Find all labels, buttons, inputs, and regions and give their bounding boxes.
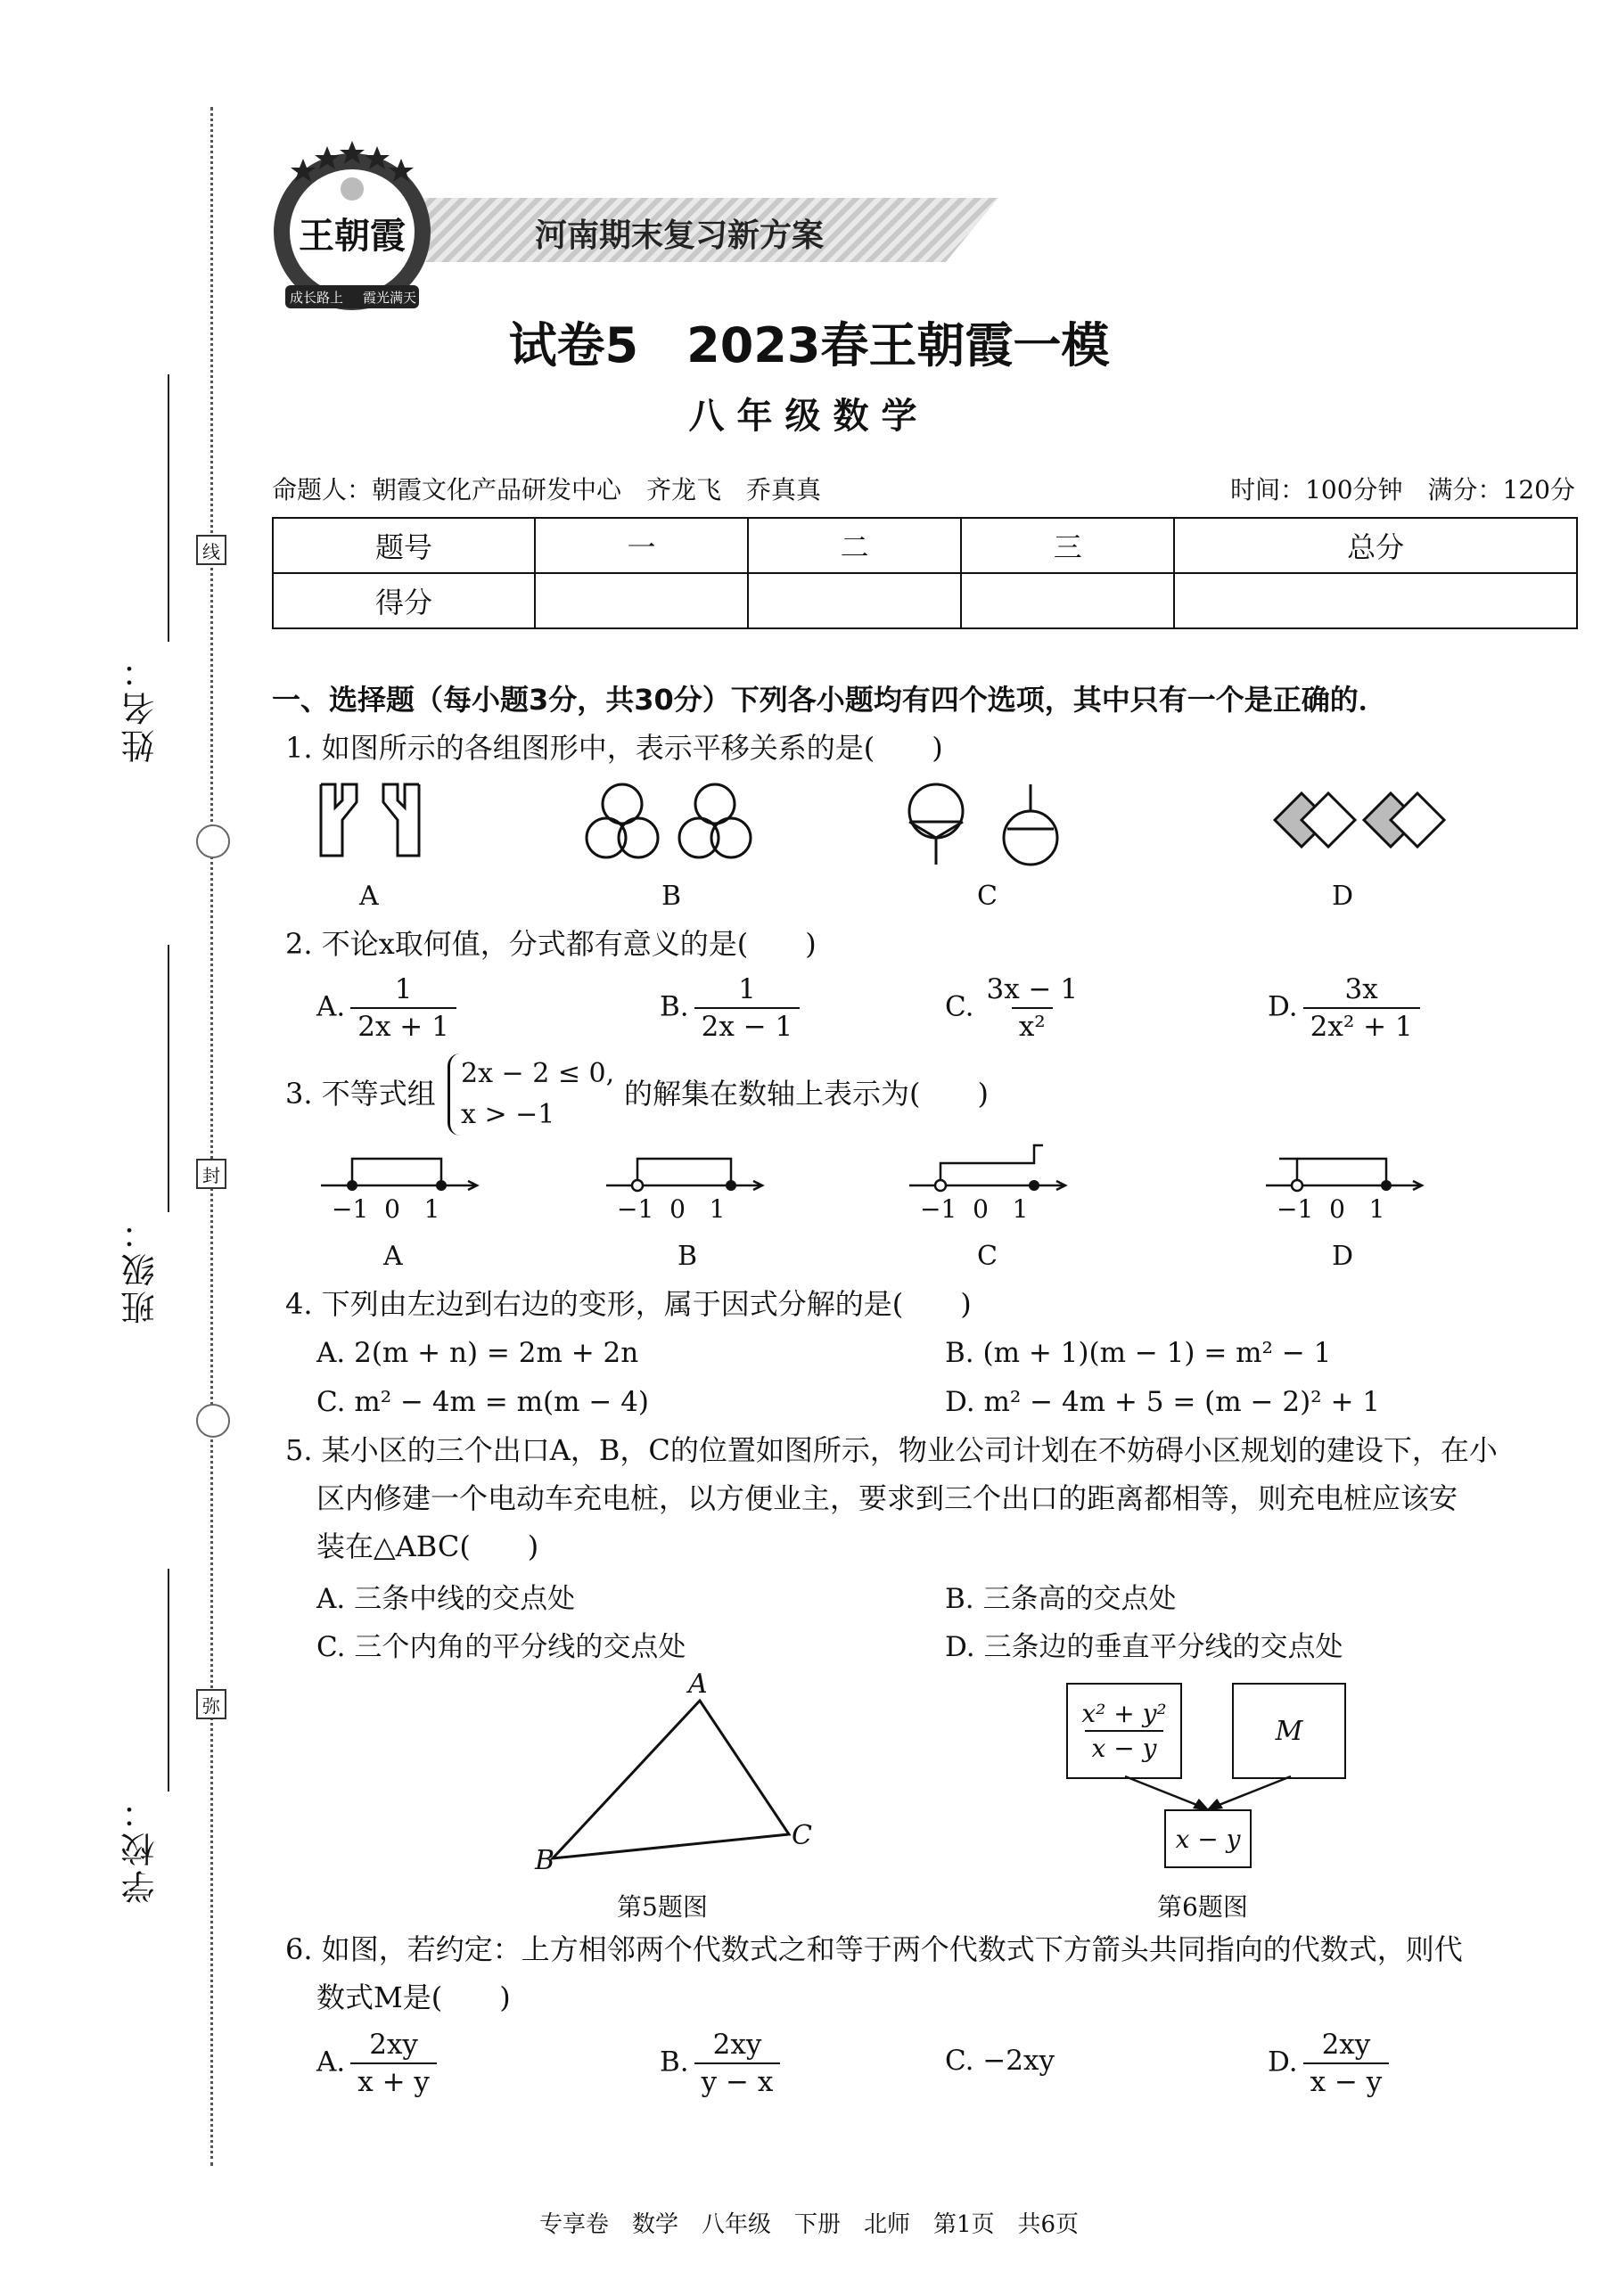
- brand-logo: [267, 134, 437, 321]
- q1-label-a: A: [359, 881, 379, 912]
- q3-label-d: D: [1332, 1241, 1354, 1272]
- q4-option-c[interactable]: C. m² − 4m = m(m − 4): [316, 1386, 650, 1418]
- question-2: 2. 不论x取何值，分式都有意义的是( ): [285, 927, 817, 961]
- q5-option-c[interactable]: C. 三个内角的平分线的交点处: [316, 1631, 686, 1663]
- class-label: 班级：: [121, 1212, 160, 1324]
- q2-option-b[interactable]: B. $\frac{1}{2x - 1}$: [660, 973, 805, 1043]
- q3-label-a: A: [383, 1241, 403, 1272]
- question-6-line-1: 6. 如图，若约定：上方相邻两个代数式之和等于两个代数式下方箭头共同指向的代数式，则代: [285, 1932, 1463, 1966]
- logo-slogan-2: 霞光满天: [362, 290, 417, 306]
- table-cell: 得分: [273, 573, 535, 628]
- q2-option-c[interactable]: C. $\frac{3x - 1}{\text{x²}}$: [945, 973, 1079, 1043]
- table-cell: 一: [535, 518, 748, 573]
- question-1: 1. 如图所示的各组图形中，表示平移关系的是( ): [285, 731, 943, 765]
- q6-option-b[interactable]: B. $\frac{2xy}{y - x}$: [660, 2029, 785, 2098]
- q4-option-d[interactable]: D. m² − 4m + 5 = (m − 2)² + 1: [945, 1386, 1380, 1418]
- q6-option-c[interactable]: C. −2xy: [945, 2045, 1055, 2077]
- q6-caption: 第6题图: [1157, 1892, 1248, 1922]
- name-label: 姓名：: [121, 651, 160, 763]
- q3-label-c: C: [977, 1241, 998, 1272]
- vertex-b: B: [535, 1845, 555, 1876]
- q5-option-d[interactable]: D. 三条边的垂直平分线的交点处: [945, 1631, 1343, 1663]
- q3-ticks-c: −1 0 1: [920, 1194, 1029, 1224]
- q3-ticks-a: −1 0 1: [332, 1194, 440, 1224]
- question-3-prefix: 3. 不等式组: [285, 1077, 436, 1111]
- score-table: [272, 517, 1578, 629]
- q5-caption: 第5题图: [617, 1892, 708, 1922]
- time-score: 时间：100分钟 满分：120分: [1230, 475, 1575, 504]
- q3-system: 2x − 2 ≤ 0, x > −1: [448, 1054, 614, 1136]
- q3-ticks-b: −1 0 1: [617, 1194, 726, 1224]
- table-cell: 三: [961, 518, 1174, 573]
- mark-close: 弥: [196, 1689, 226, 1719]
- logo-slogan-1: 成长路上: [289, 290, 344, 306]
- q6-arrows: [1114, 1774, 1337, 1814]
- q1-label-b: B: [661, 881, 682, 912]
- section-heading: 一、选择题（每小题3分，共30分）下列各小题均有四个选项，其中只有一个是正确的．: [272, 683, 1387, 717]
- vertex-a: A: [688, 1669, 708, 1700]
- page-footer: 专享卷 数学 八年级 下册 北师 第1页 共6页: [538, 2211, 1080, 2238]
- swirl-icon: [196, 824, 230, 858]
- q2-option-a[interactable]: A. $\frac{1}{2x + 1}$: [316, 973, 462, 1043]
- q1-label-c: C: [977, 881, 998, 912]
- logo-brand: 王朝霞: [299, 215, 406, 257]
- q4-option-a[interactable]: A. 2(m + n) = 2m + 2n: [316, 1337, 639, 1369]
- class-blank[interactable]: [168, 945, 169, 1212]
- q1-label-d: D: [1332, 881, 1354, 912]
- question-6-line-2: 数式M是( ): [316, 1980, 511, 2014]
- swirl-icon: [196, 1404, 230, 1438]
- page-title: 试卷5 2023春王朝霞一模: [508, 317, 1110, 373]
- q6-box-m: M: [1232, 1683, 1346, 1779]
- q5-option-a[interactable]: A. 三条中线的交点处: [316, 1583, 576, 1615]
- question-5-line-1: 5. 某小区的三个出口A，B，C的位置如图所示，物业公司计划在不妨碍小区规划的建设下，在小: [285, 1433, 1498, 1467]
- q3-ticks-d: −1 0 1: [1277, 1194, 1385, 1224]
- q2-option-d[interactable]: D. $\frac{3x}{\text{2x² + 1}}$: [1268, 973, 1425, 1043]
- question-5-line-2: 区内修建一个电动车充电桩，以方便业主，要求到三个出口的距离都相等，则充电桩应该安: [316, 1481, 1458, 1515]
- mark-line: 线: [196, 535, 226, 565]
- score-input[interactable]: [1174, 573, 1577, 628]
- q3-label-b: B: [678, 1241, 698, 1272]
- q6-box-result: x − y: [1164, 1809, 1252, 1868]
- table-cell: 二: [748, 518, 961, 573]
- question-4: 4. 下列由左边到右边的变形，属于因式分解的是( ): [285, 1287, 972, 1321]
- q1-figures: [303, 775, 1480, 873]
- score-input[interactable]: [961, 573, 1174, 628]
- table-row: [273, 518, 1577, 573]
- q6-box-top-left: $\frac{\text{x² + y²}}{x - y}$: [1066, 1683, 1182, 1779]
- q6-option-d[interactable]: D. $\frac{2xy}{x - y}$: [1268, 2029, 1394, 2098]
- banner-text: 河南期末复习新方案: [535, 217, 825, 254]
- q6-option-a[interactable]: A. $\frac{2xy}{x + y}$: [316, 2029, 442, 2098]
- mark-seal: 封: [196, 1159, 226, 1189]
- school-label: 学校：: [121, 1792, 160, 1904]
- question-3-suffix: 的解集在数轴上表示为( ): [624, 1077, 989, 1111]
- score-input[interactable]: [535, 573, 748, 628]
- vertex-c: C: [792, 1820, 812, 1851]
- score-input[interactable]: [748, 573, 961, 628]
- table-cell: 题号: [273, 518, 535, 573]
- q5-option-b[interactable]: B. 三条高的交点处: [945, 1583, 1177, 1615]
- page-subtitle: 八年级数学: [688, 396, 930, 437]
- school-blank[interactable]: [168, 1569, 169, 1792]
- triangle-abc-figure: [517, 1676, 838, 1881]
- question-5-line-3: 装在△ABC( ): [316, 1529, 539, 1563]
- table-row: [273, 573, 1577, 628]
- q4-option-b[interactable]: B. (m + 1)(m − 1) = m² − 1: [945, 1337, 1332, 1369]
- table-cell: 总分: [1174, 518, 1577, 573]
- authors: 命题人：朝霞文化产品研发中心 齐龙飞 乔真真: [272, 475, 822, 504]
